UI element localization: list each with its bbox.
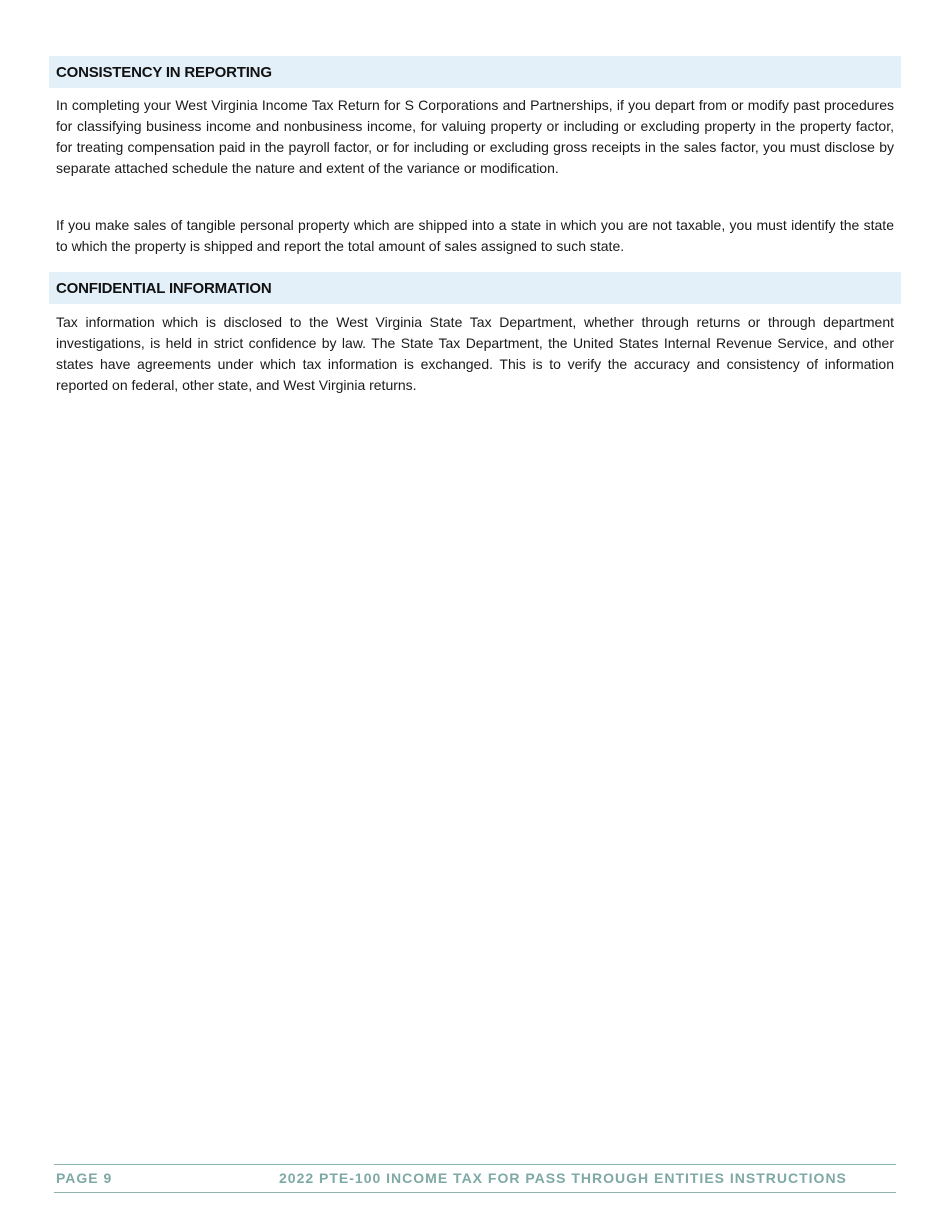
footer-rule-top bbox=[54, 1164, 896, 1165]
paragraph-consistency-1: In completing your West Virginia Income Tax Return for S Corporations and Partnerships, if you depart from or modify past procedures for classifying business income and nonbusiness income, for valuing property or including or excluding property in the property factor, for treating compensation paid in the payroll factor, or for including or excluding gross receipts in the sales factor, you must disclose by separate attached schedule the nature and extent of the variance or modification. bbox=[56, 97, 894, 176]
footer-document-title: 2022 PTE-100 INCOME TAX FOR PASS THROUGH ENTITIES INSTRUCTIONS bbox=[279, 1170, 847, 1186]
section-heading-consistency-in-reporting: CONSISTENCY IN REPORTING bbox=[49, 56, 901, 88]
paragraph-consistency-2: If you make sales of tangible personal property which are shipped into a state in which you are not taxable, you must identify the state to which the property is shipped and report the total amount of sales assigned to such state. bbox=[56, 217, 894, 254]
section-heading-confidential-information: CONFIDENTIAL INFORMATION bbox=[49, 272, 901, 304]
footer-rule-bottom bbox=[54, 1192, 896, 1193]
footer-page-number: PAGE 9 bbox=[56, 1170, 113, 1186]
paragraph-confidential-1: Tax information which is disclosed to the West Virginia State Tax Department, whether through returns or through department investigations, is held in strict confidence by law. The State Tax Department, the United States Internal Revenue Service, and other states have agreements under which tax information is exchanged. This is to verify the accuracy and consistency of information reported on federal, other state, and West Virginia returns. bbox=[56, 314, 894, 393]
